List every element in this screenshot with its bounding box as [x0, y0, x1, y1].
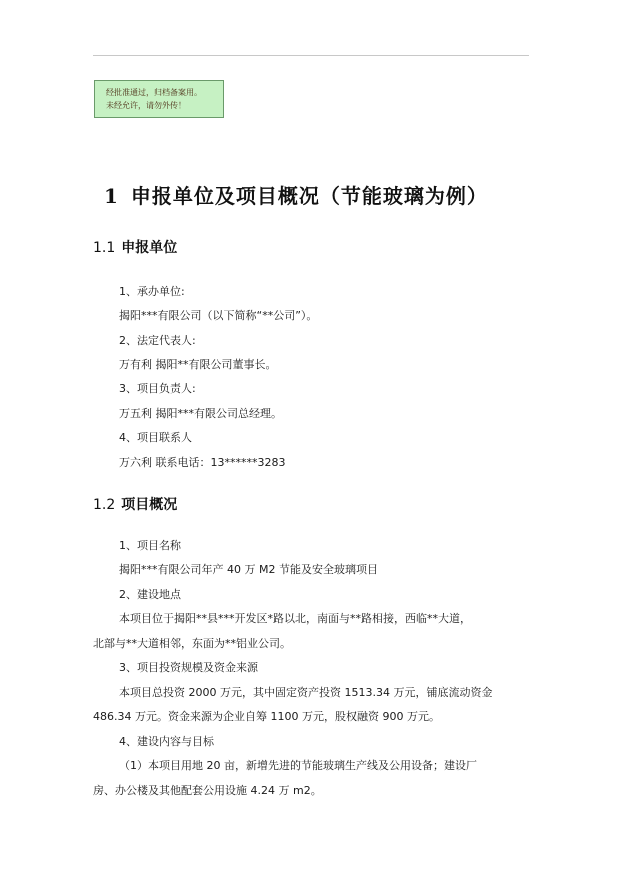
paragraph-line: 本项目总投资 2000 万元，其中固定资产投资 1513.34 万元，铺底流动资金 — [119, 686, 493, 699]
notice-line-1: 经批准通过，归档备案用。 — [106, 88, 202, 97]
paragraph-line: （1）本项目用地 20 亩，新增先进的节能玻璃生产线及公用设备；建设厂 — [119, 759, 477, 772]
paragraph-line: 万有利 揭阳**有限公司董事长。 — [119, 358, 277, 371]
section-title: 项目概况 — [121, 497, 178, 513]
section-heading-1-1 — [93, 237, 177, 257]
paragraph-line: 揭阳***有限公司年产 40 万 M2 节能及安全玻璃项目 — [119, 563, 378, 576]
paragraph-line: 万六利 联系电话：13******3283 — [119, 456, 286, 469]
section-heading-1-2 — [93, 494, 177, 514]
paragraph-line: 1、承办单位: — [119, 285, 185, 298]
paragraph-line: 揭阳***有限公司（以下简称“**公司”）。 — [119, 309, 318, 322]
section-number: 1.1 — [93, 240, 116, 256]
paragraph-line: 房、办公楼及其他配套公用设施 4.24 万 m2。 — [93, 784, 322, 797]
section-number: 1.2 — [93, 497, 116, 513]
chapter-heading — [104, 180, 488, 209]
paragraph-line: 本项目位于揭阳**县***开发区*路以北，南面与**路相接，西临**大道， — [119, 612, 471, 625]
paragraph-line: 2、法定代表人: — [119, 334, 196, 347]
notice-line-2: 未经允许，请勿外传！ — [106, 101, 186, 110]
paragraph-line: 3、项目投资规模及资金来源 — [119, 661, 258, 674]
paragraph-line: 北部与**大道相邻，东面为**铝业公司。 — [93, 637, 291, 650]
paragraph-line: 2、建设地点 — [119, 588, 181, 601]
paragraph-line: 万五利 揭阳***有限公司总经理。 — [119, 407, 282, 420]
paragraph-line: 3、项目负责人: — [119, 382, 196, 395]
chapter-title: 申报单位及项目概况（节能玻璃为例） — [130, 184, 488, 208]
chapter-number: 1 — [104, 184, 119, 208]
section-title: 申报单位 — [121, 240, 178, 256]
approval-notice-stamp — [94, 80, 224, 118]
header-rule — [93, 55, 529, 56]
paragraph-line: 4、建设内容与目标 — [119, 735, 214, 748]
paragraph-line: 4、项目联系人 — [119, 431, 192, 444]
paragraph-line: 486.34 万元。资金来源为企业自筹 1100 万元，股权融资 900 万元。 — [93, 710, 440, 723]
paragraph-line: 1、项目名称 — [119, 539, 181, 552]
